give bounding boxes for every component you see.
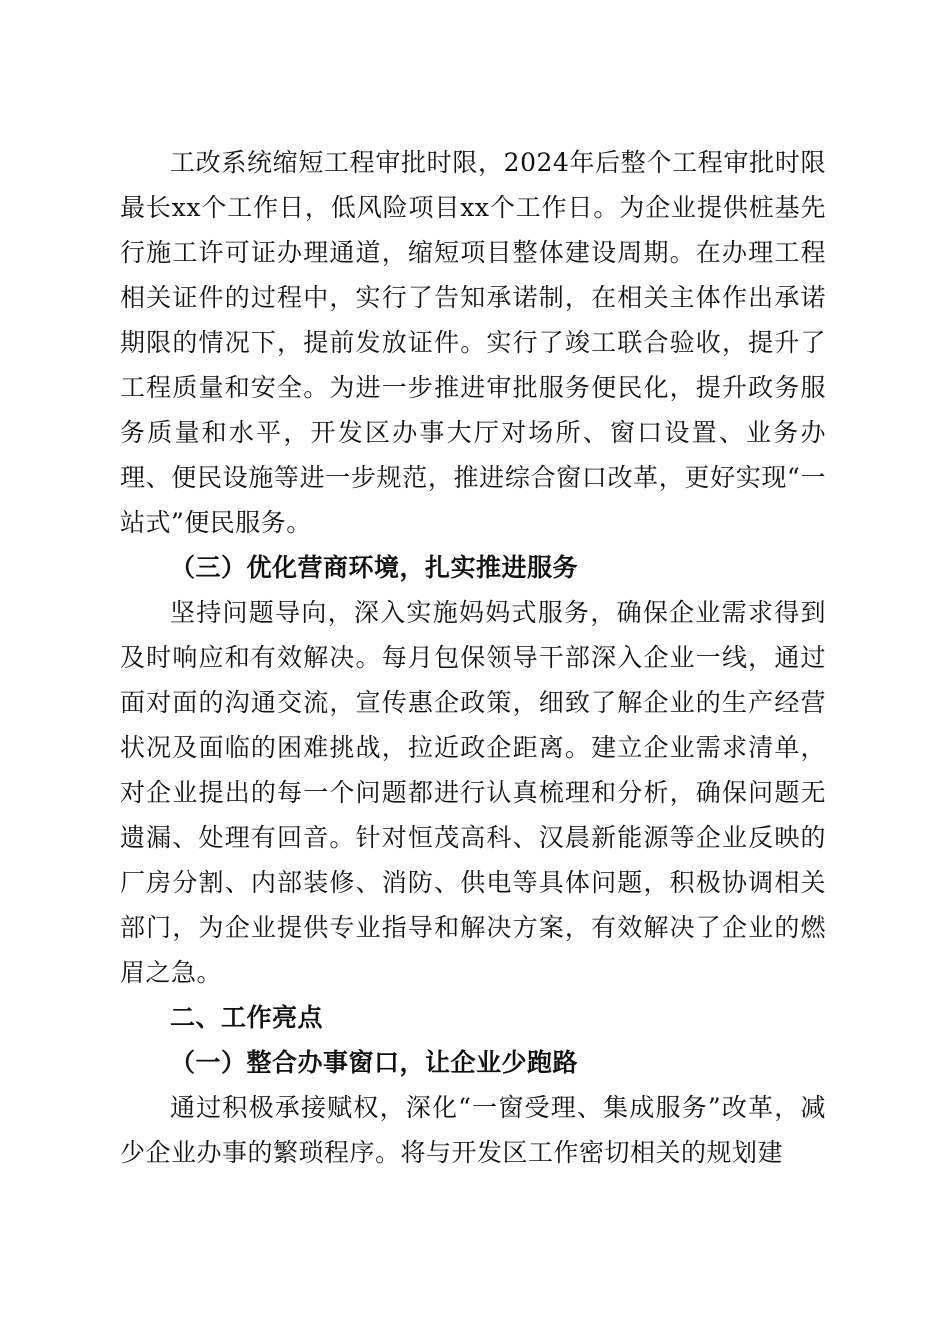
subheading-integrate-service-windows: （一）整合办事窗口，让企业少跑路 [170, 1048, 579, 1077]
document-body [120, 140, 826, 1175]
paragraph-problem-oriented-service: 坚持问题导向，深入实施妈妈式服务，确保企业需求得到及时响应和有效解决。每月包保领导干部深入企业一线，通过面对面的沟通交流，宣传惠企政策，细致了解企业的生产经营状况及面临的困难挑战，拉近政企距离。建立企业需求清单，对企业提出的每一个问题都进行认真梳理和分析，确保问题无遗漏、处理有回音。针对恒茂高科、汉晨新能源等企业反映的厂房分割、内部装修、消防、供电等具体问题，积极协调相关部门，为企业提供专业指导和解决方案，有效解决了企业的燃眉之急。 [120, 598, 826, 987]
subheading-optimize-business-environment: （三）优化营商环境，扎实推进服务 [170, 553, 579, 582]
paragraph-approval-time: 工改系统缩短工程审批时限，2024年后整个工程审批时限最长xx个工作日，低风险项目xx个工作日。为企业提供桩基先行施工许可证办理通道，缩短项目整体建设周期。在办理工程相关证件的过程中，实行了告知承诺制，在相关主体作出承诺期限的情况下，提前发放证件。实行了竣工联合验收，提升了工程质量和安全。为进一步推进审批服务便民化，提升政务服务质量和水平，开发区办事大厅对场所、窗口设置、业务办理、便民设施等进一步规范，推进综合窗口改革，更好实现“一站式”便民服务。 [120, 148, 826, 537]
paragraph-one-window-reform: 通过积极承接赋权，深化“一窗受理、集成服务”改革，减少企业办事的繁琐程序。将与开发区工作密切相关的规划建 [120, 1093, 826, 1167]
section-heading-work-highlights: 二、工作亮点 [170, 1003, 324, 1032]
